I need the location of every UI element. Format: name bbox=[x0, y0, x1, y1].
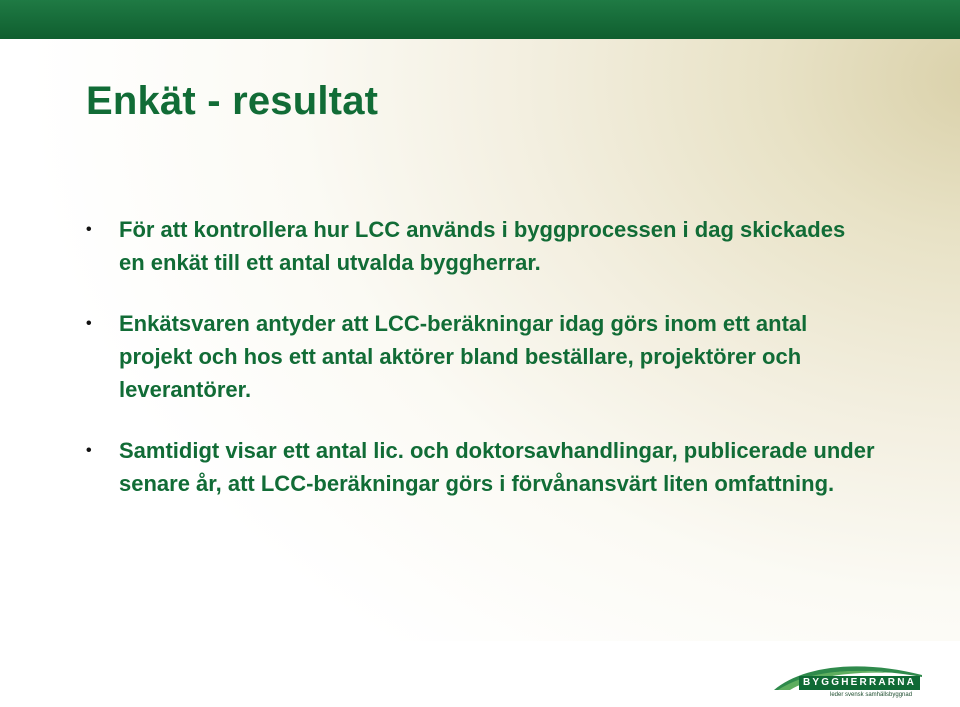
bullet-list bbox=[86, 213, 876, 500]
bullet-item bbox=[86, 213, 876, 279]
logo-name: BYGGHERRARNA bbox=[803, 677, 917, 688]
bullet-text: Samtidigt visar ett antal lic. och doktorsavhandlingar, publicerade under senare år, att LCC-beräkningar görs i förvånansvärt liten omfattning. bbox=[119, 438, 875, 496]
byggherrarna-logo bbox=[772, 659, 924, 703]
bullet-marker: • bbox=[86, 442, 92, 459]
top-color-bar bbox=[0, 0, 960, 39]
bullet-item bbox=[86, 434, 876, 500]
bullet-item bbox=[86, 307, 876, 406]
bullet-text: För att kontrollera hur LCC används i byggprocessen i dag skickades en enkät till ett antal utvalda byggherrar. bbox=[119, 217, 846, 275]
bullet-text: Enkätsvaren antyder att LCC-beräkningar idag görs inom ett antal projekt och hos ett antal aktörer bland beställare, projektörer och leverantörer. bbox=[119, 311, 808, 402]
bullet-marker: • bbox=[86, 315, 92, 332]
slide-title: Enkät - resultat bbox=[86, 79, 379, 123]
logo-tagline: leder svensk samhällsbyggnad bbox=[830, 692, 913, 698]
bullet-marker: • bbox=[86, 221, 92, 238]
